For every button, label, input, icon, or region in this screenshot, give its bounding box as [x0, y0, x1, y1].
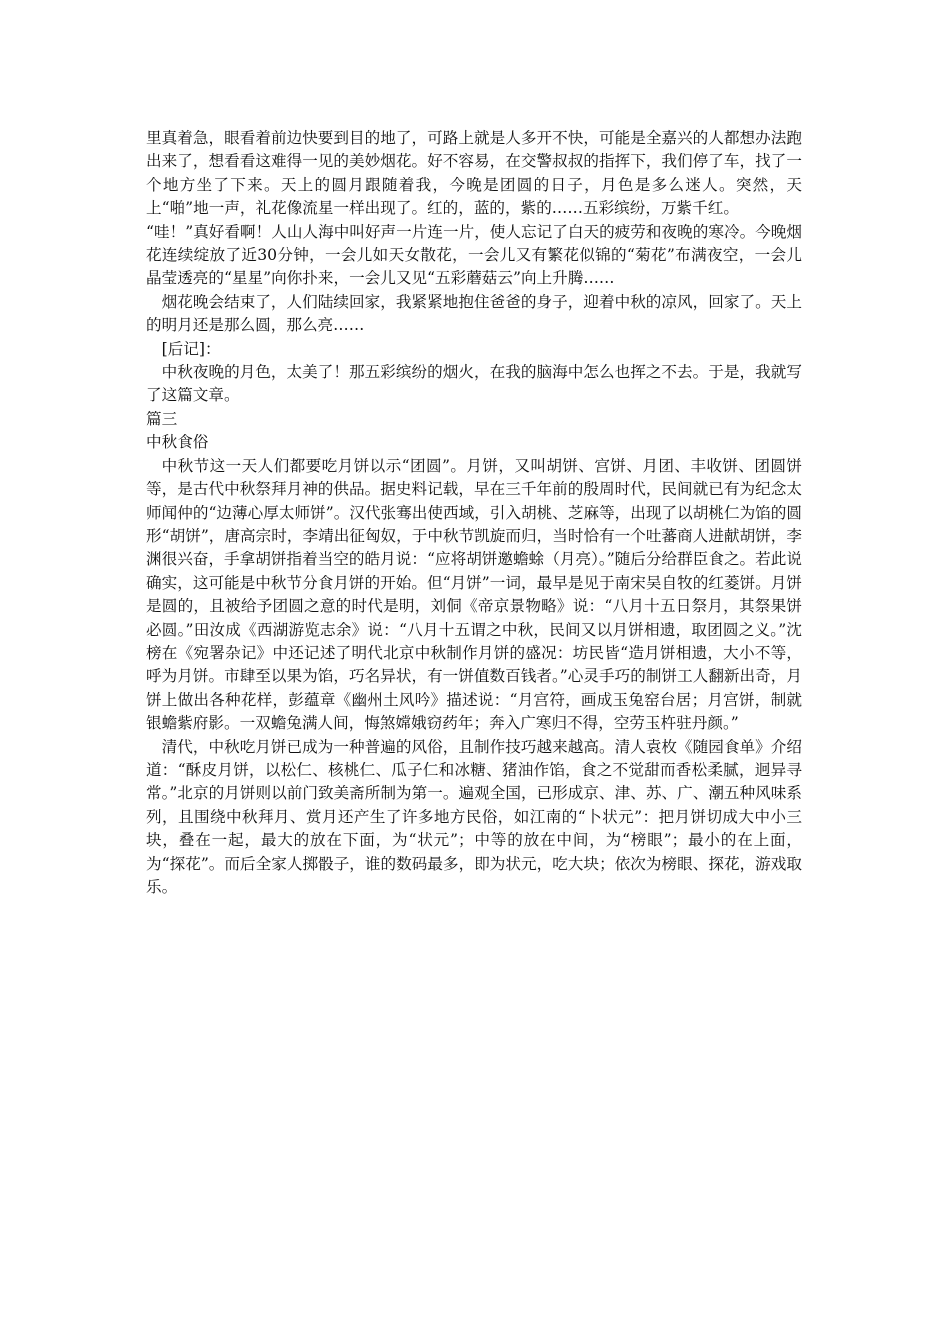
section-number: 篇三 [146, 409, 178, 428]
paragraph-postscript: 中秋夜晚的月色，太美了！那五彩缤纷的烟火，在我的脑海中怎么也挥之不去。于是，我就写了这篇文章。 [146, 363, 802, 405]
paragraph-fireworks-display: “哇！”真好看啊！人山人海中叫好声一片连一片，使人忘记了白天的疲劳和夜晚的寒冷。今晚烟花连续绽放了近30分钟，一会儿如天女散花，一会儿又有繁花似锦的“菊花”布满夜空，一会儿晶莹透亮的“星星”向你扑来，一会儿又见“五彩蘑菇云”向上升腾…… [146, 222, 802, 288]
paragraph-going-home: 烟花晚会结束了，人们陆续回家，我紧紧地抱住爸爸的身子，迎着中秋的凉风，回家了。天上的明月还是那么圆，那么亮…… [146, 292, 802, 335]
document-body [146, 127, 802, 899]
paragraph-qing-customs: 清代，中秋吃月饼已成为一种普遍的风俗，且制作技巧越来越高。清人袁枚《随园食单》介绍道：“酥皮月饼，以松仁、核桃仁、瓜子仁和冰糖、猪油作馅，食之不觉甜而香松柔腻，迥异寻常。”北京的月饼则以前门致美斋所制为第一。遍观全国，已形成京、津、苏、广、潮五种风味系列，且围绕中秋拜月、赏月还产生了许多地方民俗，如江南的“卜状元”：把月饼切成大中小三块，叠在一起，最大的放在下面，为“状元”；中等的放在中间，为“榜眼”；最小的在上面，为“探花”。而后全家人掷骰子，谁的数码最多，即为状元，吃大块；依次为榜眼、探花，游戏取乐。 [146, 737, 802, 896]
paragraph-fireworks-arrival: 里真着急，眼看着前边快要到目的地了，可路上就是人多开不快，可能是全嘉兴的人都想办法跑出来了，想看看这难得一见的美妙烟花。好不容易，在交警叔叔的指挥下，我们停了车，找了一个地方坐了下来。天上的圆月跟随着我，今晚是团圆的日子，月色是多么迷人。突然，天上“啪”地一声，礼花像流星一样出现了。红的，蓝的，紫的……五彩缤纷，万紫千红。 [146, 129, 802, 218]
paragraph-mooncake-history: 中秋节这一天人们都要吃月饼以示“团圆”。月饼，又叫胡饼、宫饼、月团、丰收饼、团圆饼等，是古代中秋祭拜月神的供品。据史料记载，早在三千年前的殷周时代，民间就已有为纪念太师闻仲的“边薄心厚太师饼”。汉代张骞出使西域，引入胡桃、芝麻等，出现了以胡桃仁为馅的圆形“胡饼”，唐高宗时，李靖出征匈奴，于中秋节凯旋而归，当时恰有一个吐蕃商人进献胡饼，李渊很兴奋，手拿胡饼指着当空的皓月说：“应将胡饼邀蟾蜍（月亮）。”随后分给群臣食之。若此说确实，这可能是中秋节分食月饼的开始。但“月饼”一词，最早是见于南宋吴自牧的红菱饼。月饼是圆的，且被给予团圆之意的时代是明，刘侗《帝京景物略》说：“八月十五日祭月，其祭果饼必圆。”田汝成《西湖游览志余》说：“八月十五谓之中秋，民间又以月饼相遗，取团圆之义。”沈榜在《宛署杂记》中还记述了明代北京中秋制作月饼的盛况：坊民皆“造月饼相遗，大小不等，呼为月饼。市肆至以果为馅，巧名异状，有一饼值数百钱者。”心灵手巧的制饼工人翻新出奇，月饼上做出各种花样，彭蕴章《幽州土风吟》描述说：“月宫符，画成玉兔窑台居；月宫饼，制就银蟾紫府影。一双蟾兔满人间，悔煞嫦娥窃药年；奔入广寒归不得，空劳玉杵驻丹颜。” [146, 456, 802, 733]
postscript-label: [后记]： [161, 339, 221, 358]
section-title: 中秋食俗 [146, 433, 209, 452]
